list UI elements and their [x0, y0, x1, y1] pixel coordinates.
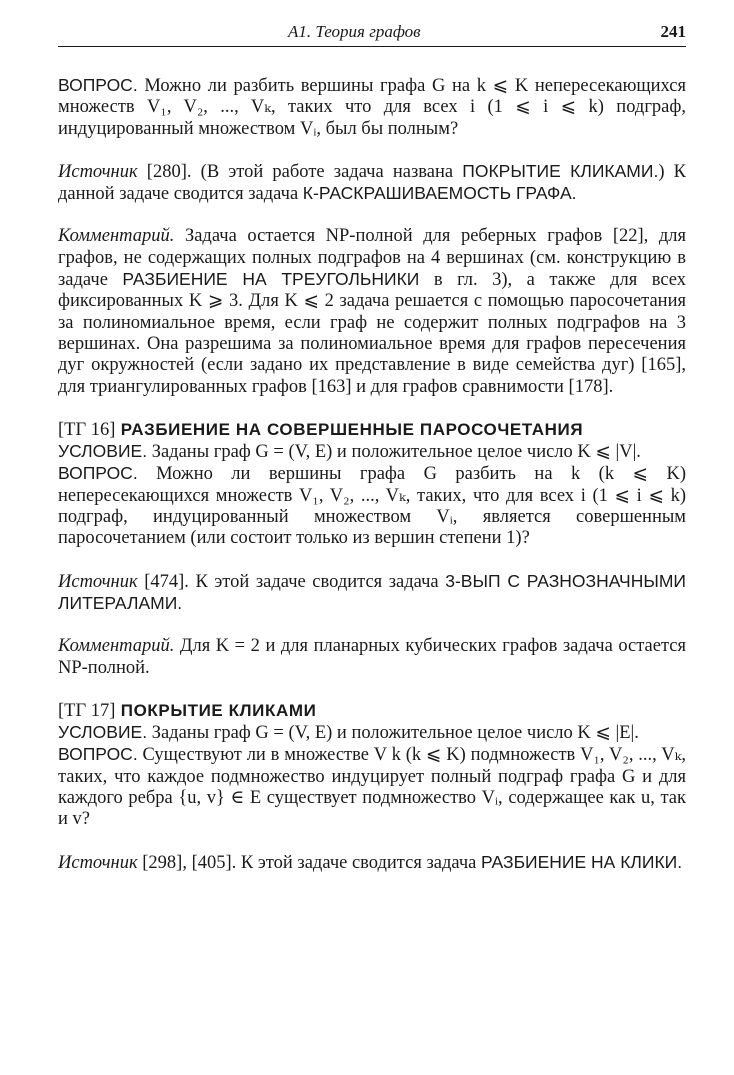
- condition-text: Заданы граф G = (V, E) и положительное целое число K ⩽ |E|.: [151, 723, 639, 744]
- question-keyword: ВОПРОС.: [58, 744, 138, 765]
- problem-condition: [58, 441, 686, 463]
- comment-text: Для K = 2 и для планарных кубических графов задача остается NP-полной.: [58, 636, 686, 678]
- question-text: Можно ли вершины графа G разбить на k (k ⩽ K) непересекающихся множеств V₁, V₂, ..., Vₖ, таких, что для всех i (1 ⩽ i ⩽ k) подграф, индуцированный множеством Vᵢ, является совершенным паросочетанием (или состоит только из вершин степени 1)?: [58, 464, 687, 549]
- source-problem-name: 3-ВЫП С РАЗНОЗНАЧНЫМИ ЛИТЕРАЛАМИ.: [58, 570, 687, 613]
- running-title: A1. Теория графов: [288, 22, 421, 41]
- problem-condition: [58, 722, 686, 744]
- source-label: Источник: [58, 161, 138, 182]
- problem-heading: [58, 419, 686, 441]
- problem-tg16: [58, 419, 686, 679]
- comment-label: Комментарий.: [58, 226, 175, 247]
- comment-text-a: Задача остается NP-полной для реберных графов [22], для графов, не содержащих полных подграфов на 4 вершинах (см. конструкцию в задаче: [58, 226, 687, 291]
- problem-question: [58, 463, 686, 549]
- comment-text-b: в гл. 3), а также для всех фиксированных K ⩾ 3. Для K ⩽ 2 задача решается с помощью паросочетания за полиномиальное время, если граф не содержит полных подграфов на 3 вершинах. Она разрешима за полиномиальное время для графов пересечения дуг окружностей (если задано их представление в виде семейства дуг) [165], для триангулированных графов [163] и для графов сравнимости [178].: [58, 270, 687, 397]
- condition-text: Заданы граф G = (V, E) и положительное целое число K ⩽ |V|.: [151, 442, 641, 463]
- source-problem-name: РАЗБИЕНИЕ НА КЛИКИ.: [481, 851, 683, 872]
- source-label: Источник: [58, 571, 138, 592]
- comment-label: Комментарий.: [58, 636, 175, 657]
- comment-problem-name: РАЗБИЕНИЕ НА ТРЕУГОЛЬНИКИ: [122, 269, 420, 290]
- source-label: Источник: [58, 852, 138, 873]
- problem-source: [58, 852, 686, 874]
- question-keyword: ВОПРОС.: [58, 463, 138, 484]
- source-problem-name-b: К-РАСКРАШИВАЕМОСТЬ ГРАФА.: [302, 183, 577, 204]
- problem-title: РАЗБИЕНИЕ НА СОВЕРШЕННЫЕ ПАРОСОЧЕТАНИЯ: [120, 419, 584, 439]
- comment-prev: [58, 226, 686, 397]
- running-header: [58, 20, 686, 47]
- page-number: 241: [660, 22, 686, 41]
- problem-question: [58, 744, 686, 830]
- source-text-b: ) К данной задаче сводится задача: [58, 161, 686, 205]
- problem-tg17: [58, 700, 686, 874]
- source-text: [298], [405]. К этой задаче сводится задача: [142, 852, 477, 873]
- question-text: Можно ли разбить вершины графа G на k ⩽ K непересекающихся множеств V₁, V₂, ..., Vₖ, таких что для всех i (1 ⩽ i ⩽ k) подграф, индуцированный множеством Vᵢ, был бы полным?: [58, 76, 686, 139]
- source-text-a: [280]. (В этой работе задача названа: [146, 161, 454, 182]
- source-text: [474]. К этой задаче сводится задача: [144, 571, 439, 592]
- question-keyword: ВОПРОС.: [58, 75, 138, 95]
- problem-tag: [ТГ 16]: [58, 419, 116, 440]
- question-prev: [58, 75, 686, 140]
- book-page: [58, 20, 686, 874]
- condition-keyword: УСЛОВИЕ.: [58, 441, 148, 462]
- problem-heading: [58, 700, 686, 722]
- problem-tag: [ТГ 17]: [58, 700, 116, 721]
- problem-title: ПОКРЫТИЕ КЛИКАМИ: [120, 700, 317, 720]
- problem-comment: [58, 636, 686, 679]
- source-problem-name-a: ПОКРЫТИЕ КЛИКАМИ.: [462, 160, 659, 181]
- condition-keyword: УСЛОВИЕ.: [58, 722, 148, 743]
- problem-source: [58, 571, 686, 616]
- question-text: Существуют ли в множестве V k (k ⩽ K) подмножеств V₁, V₂, ..., Vₖ, таких, что каждое подмножество индуцирует полный подграф графа G и для каждого ребра {u, v} ∈ E существует подмножество Vᵢ, содержащее как u, так и v?: [58, 745, 686, 830]
- source-prev: [58, 161, 686, 206]
